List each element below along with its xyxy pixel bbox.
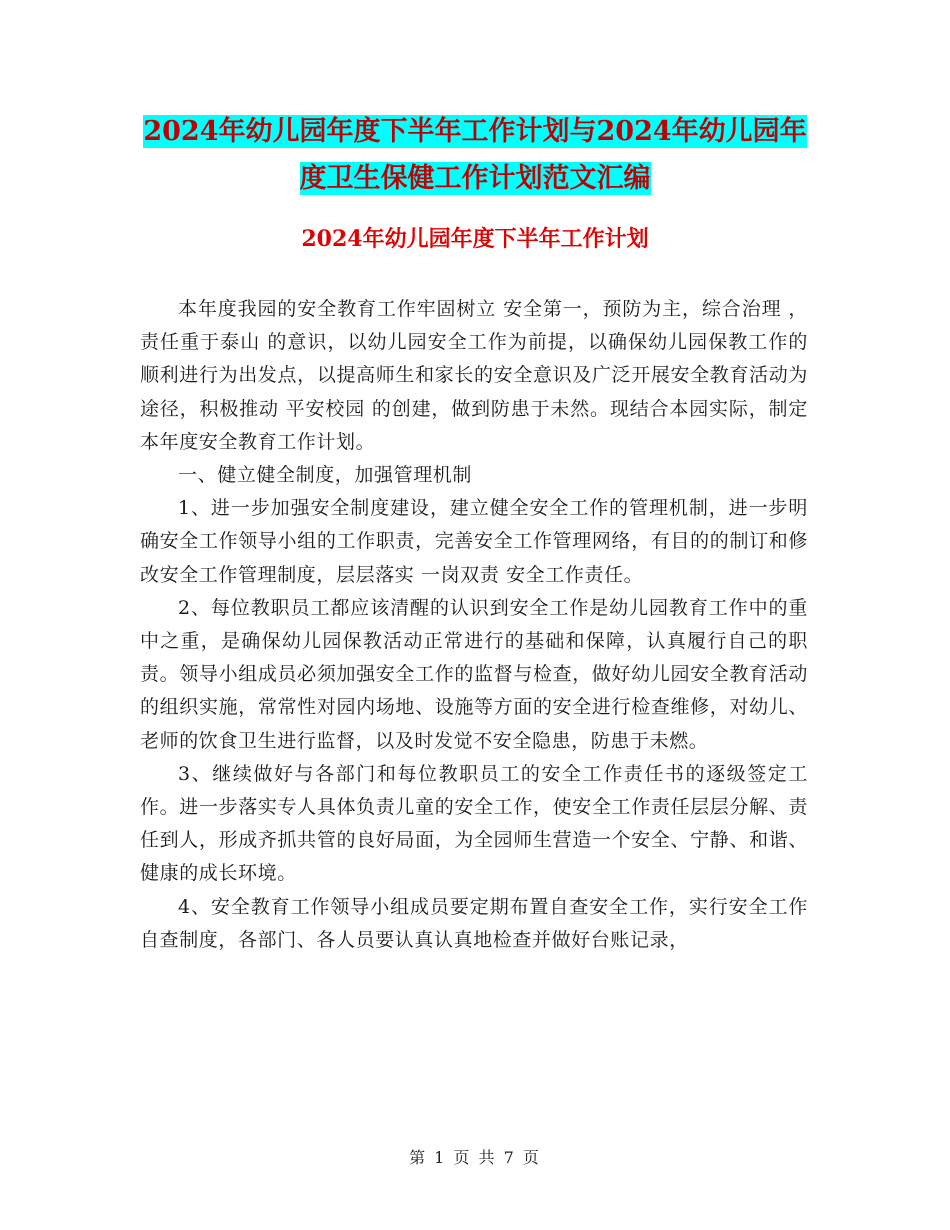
paragraph-item-3: 3、继续做好与各部门和每位教职员工的安全工作责任书的逐级签定工作。进一步落实专人具体负责儿童的安全工作，使安全工作责任层层分解、责任到人，形成齐抓共管的良好局面，为全园师生营造一个安全、宁静、和谐、健康的成长环境。	[140, 762, 808, 885]
paragraph-heading-1: 一、健立健全制度，加强管理机制	[178, 464, 473, 487]
paragraph-item-4: 4、安全教育工作领导小组成员要定期布置自查安全工作，实行安全工作自查制度，各部门、各人员要认真认真地检查并做好台账记录，	[140, 895, 808, 951]
document-title	[120, 108, 830, 202]
section-title: 2024年幼儿园年度下半年工作计划	[301, 226, 649, 252]
document-title-line-2: 度卫生保健工作计划范文汇编	[299, 163, 651, 194]
document-title-line-1: 2024年幼儿园年度下半年工作计划与2024年幼儿园年	[143, 116, 807, 147]
page-footer: 第 1 页 共 7 页	[409, 1148, 541, 1167]
document-body	[140, 293, 808, 957]
paragraph-intro: 本年度我园的安全教育工作牢固树立 安全第一，预防为主，综合治理 ， 责任重于泰山 的意识，以幼儿园安全工作为前提，以确保幼儿园保教工作的顺利进行为出发点，以提高师生和家长的安全意识及广泛开展安全教育活动为途径，积极推动 平安校园 的创建，做到防患于未然。现结合本园实际，制定本年度安全教育工作计划。	[140, 298, 808, 453]
paragraph-item-1: 1、进一步加强安全制度建设，建立健全安全工作的管理机制，进一步明确安全工作领导小组的工作职责，完善安全工作管理网络，有目的的制订和修改安全工作管理制度，层层落实 一岗双责 安全工作责任。	[140, 497, 808, 586]
paragraph-item-2: 2、每位教职员工都应该清醒的认识到安全工作是幼儿园教育工作中的重中之重，是确保幼儿园保教活动正常进行的基础和保障，认真履行自己的职责。领导小组成员必须加强安全工作的监督与检查，做好幼儿园安全教育活动的组织实施，常常性对园内场地、设施等方面的安全进行检查维修，对幼儿、老师的饮食卫生进行监督，以及时发觉不安全隐患，防患于未燃。	[140, 596, 808, 752]
